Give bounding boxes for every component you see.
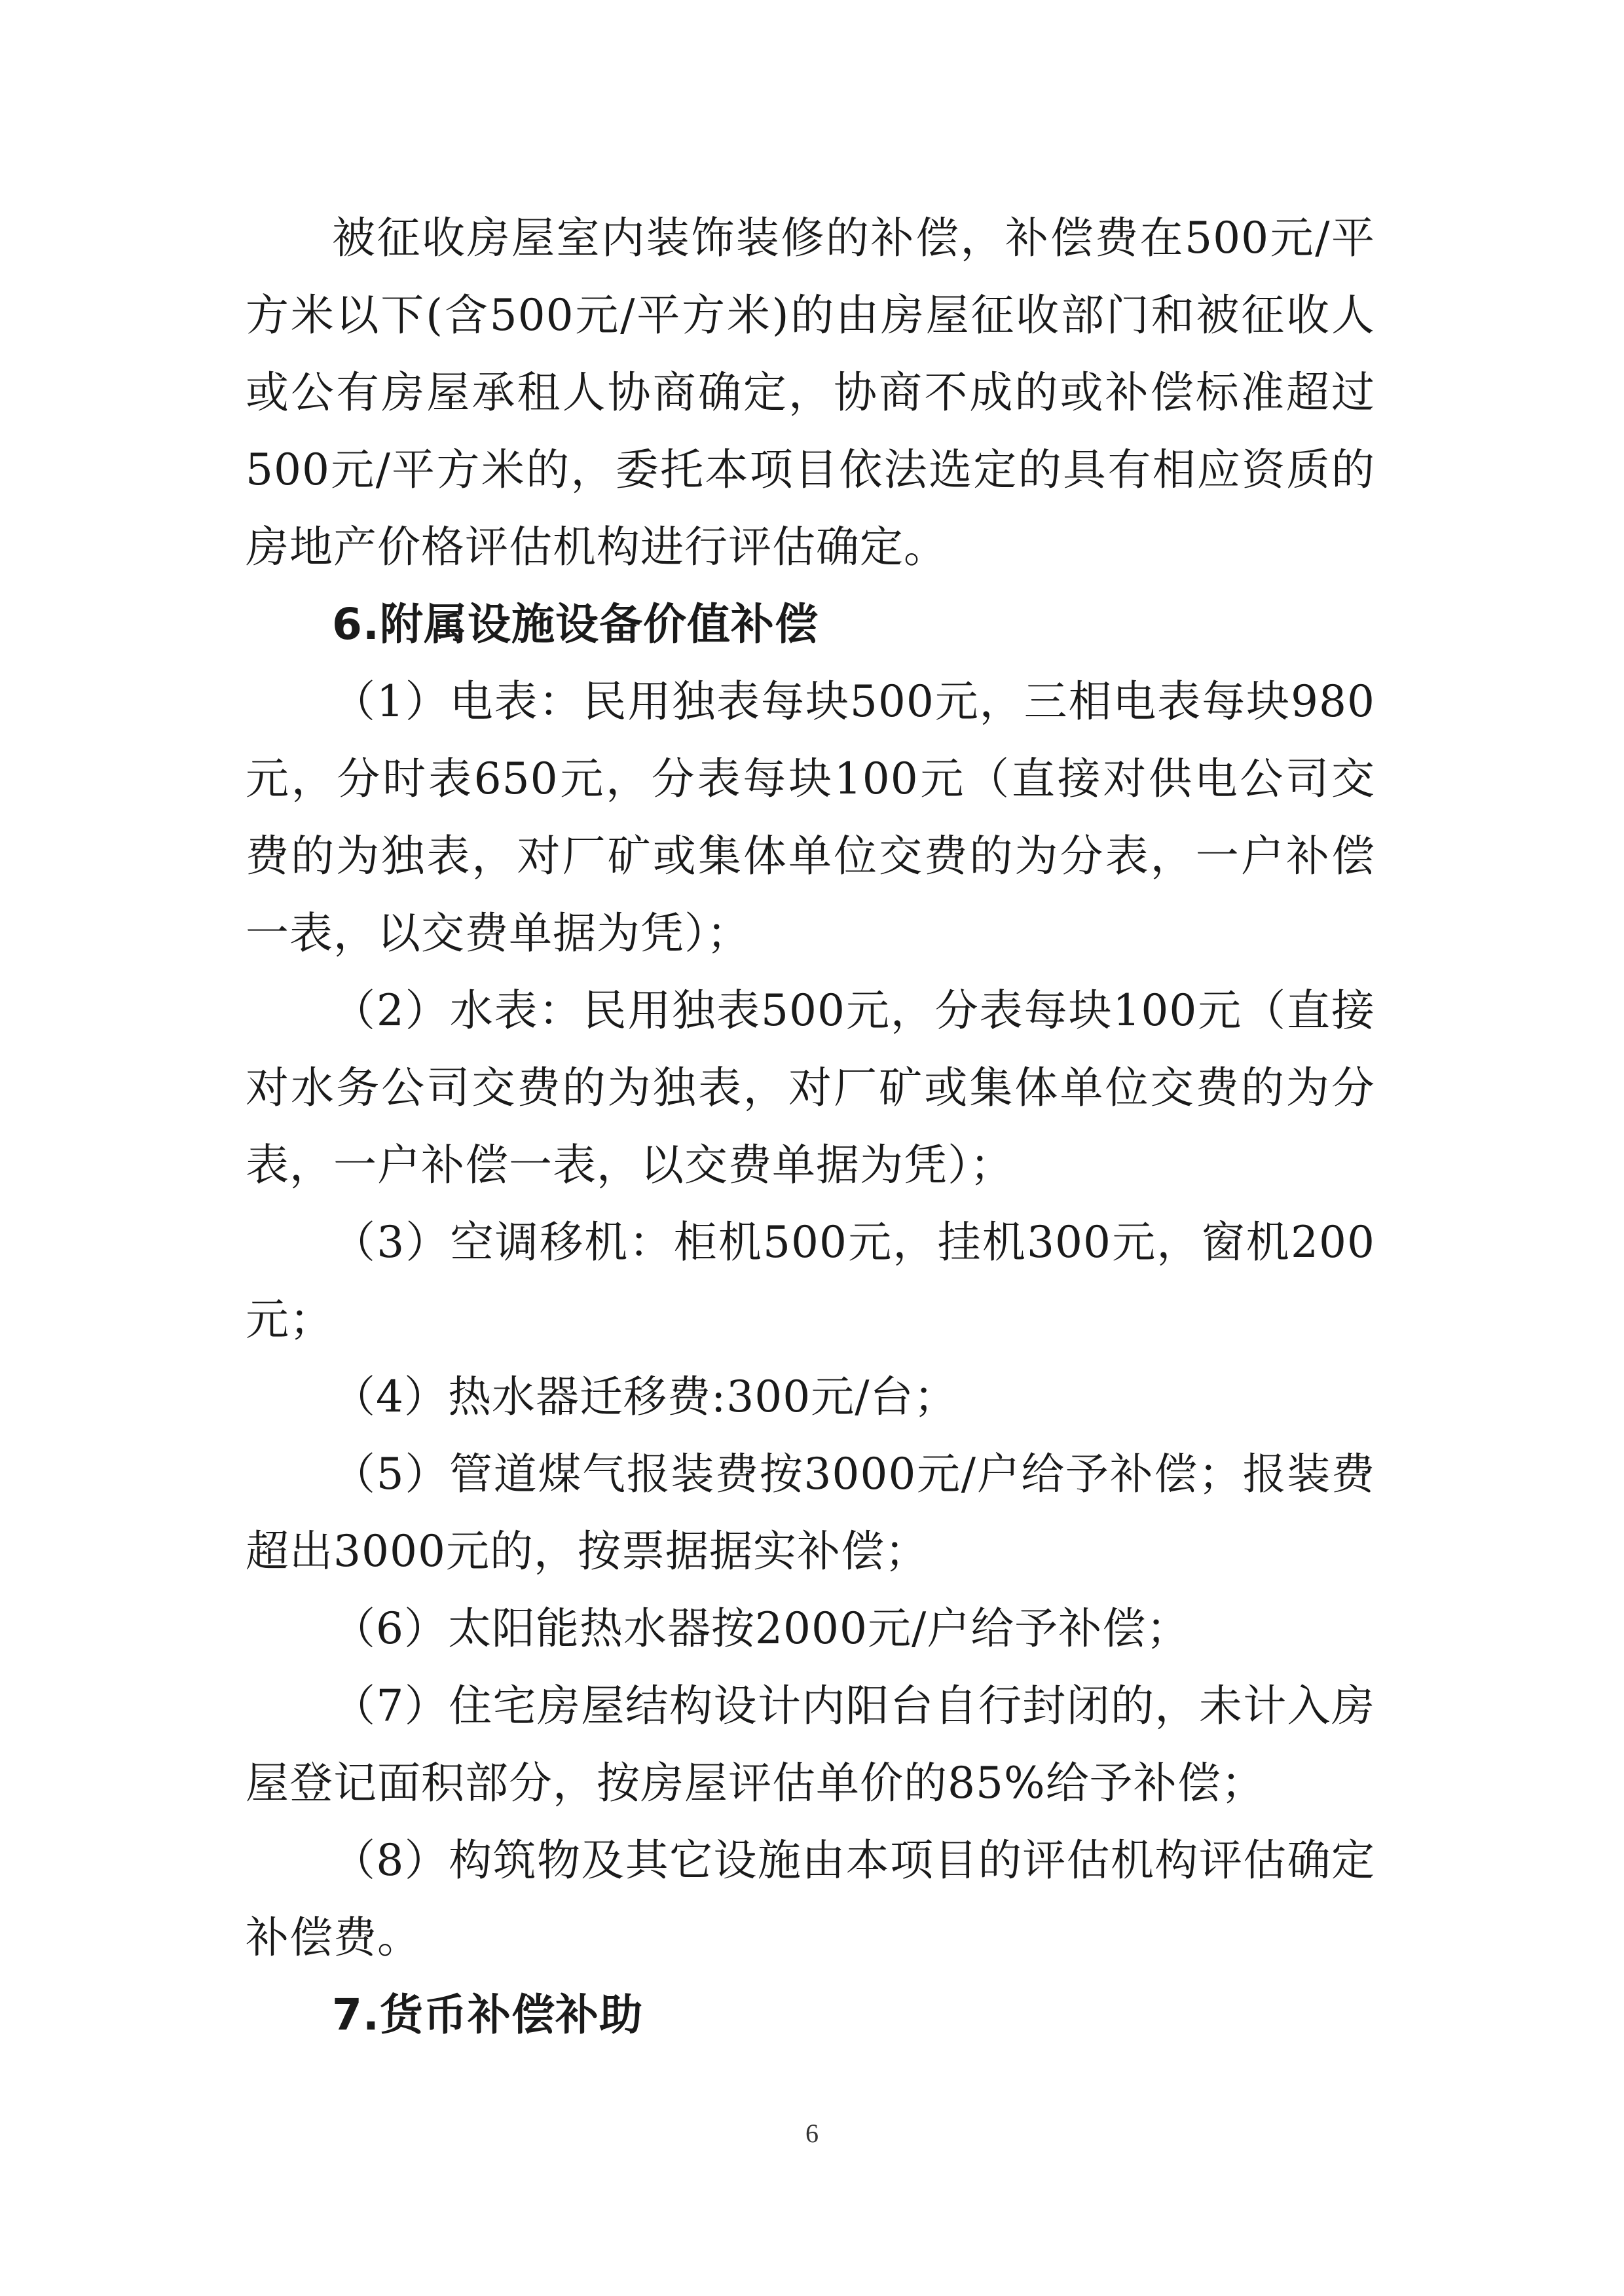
body-text: [246, 200, 1375, 2054]
section-heading-7: 7.货币补偿补助: [332, 1990, 643, 2040]
page-number: 6: [805, 2119, 819, 2148]
item-structures: （8）构筑物及其它设施由本项目的评估机构评估确定补偿费。: [246, 1835, 1375, 1963]
item-balcony: （7）住宅房屋结构设计内阳台自行封闭的，未计入房屋登记面积部分，按房屋评估单价的85%给予补偿；: [246, 1681, 1375, 1808]
item-water-meter: （2）水表：民用独表500元，分表每块100元（直接对水务公司交费的为独表，对厂矿或集体单位交费的为分表，一户补偿一表，以交费单据为凭）；: [246, 985, 1375, 1190]
paragraph-decoration-compensation: 被征收房屋室内装饰装修的补偿，补偿费在500元/平方米以下(含500元/平方米)的由房屋征收部门和被征收人或公有房屋承租人协商确定，协商不成的或补偿标准超过500元/平方米的，委托本项目依法选定的具有相应资质的房地产价格评估机构进行评估确定。: [246, 213, 1375, 572]
item-air-conditioner: （3）空调移机：柜机500元，挂机300元，窗机200元；: [246, 1217, 1375, 1345]
item-gas-pipeline: （5）管道煤气报装费按3000元/户给予补偿；报装费超出3000元的，按票据据实补偿；: [246, 1449, 1375, 1576]
item-electric-meter: （1）电表：民用独表每块500元，三相电表每块980元，分时表650元，分表每块100元（直接对供电公司交费的为独表，对厂矿或集体单位交费的为分表，一户补偿一表，以交费单据为凭）；: [246, 676, 1375, 958]
item-water-heater: （4）热水器迁移费:300元/台；: [332, 1372, 958, 1422]
section-heading-6: 6.附属设施设备价值补偿: [332, 599, 819, 649]
item-solar-heater: （6）太阳能热水器按2000元/户给予补偿；: [332, 1603, 1190, 1654]
